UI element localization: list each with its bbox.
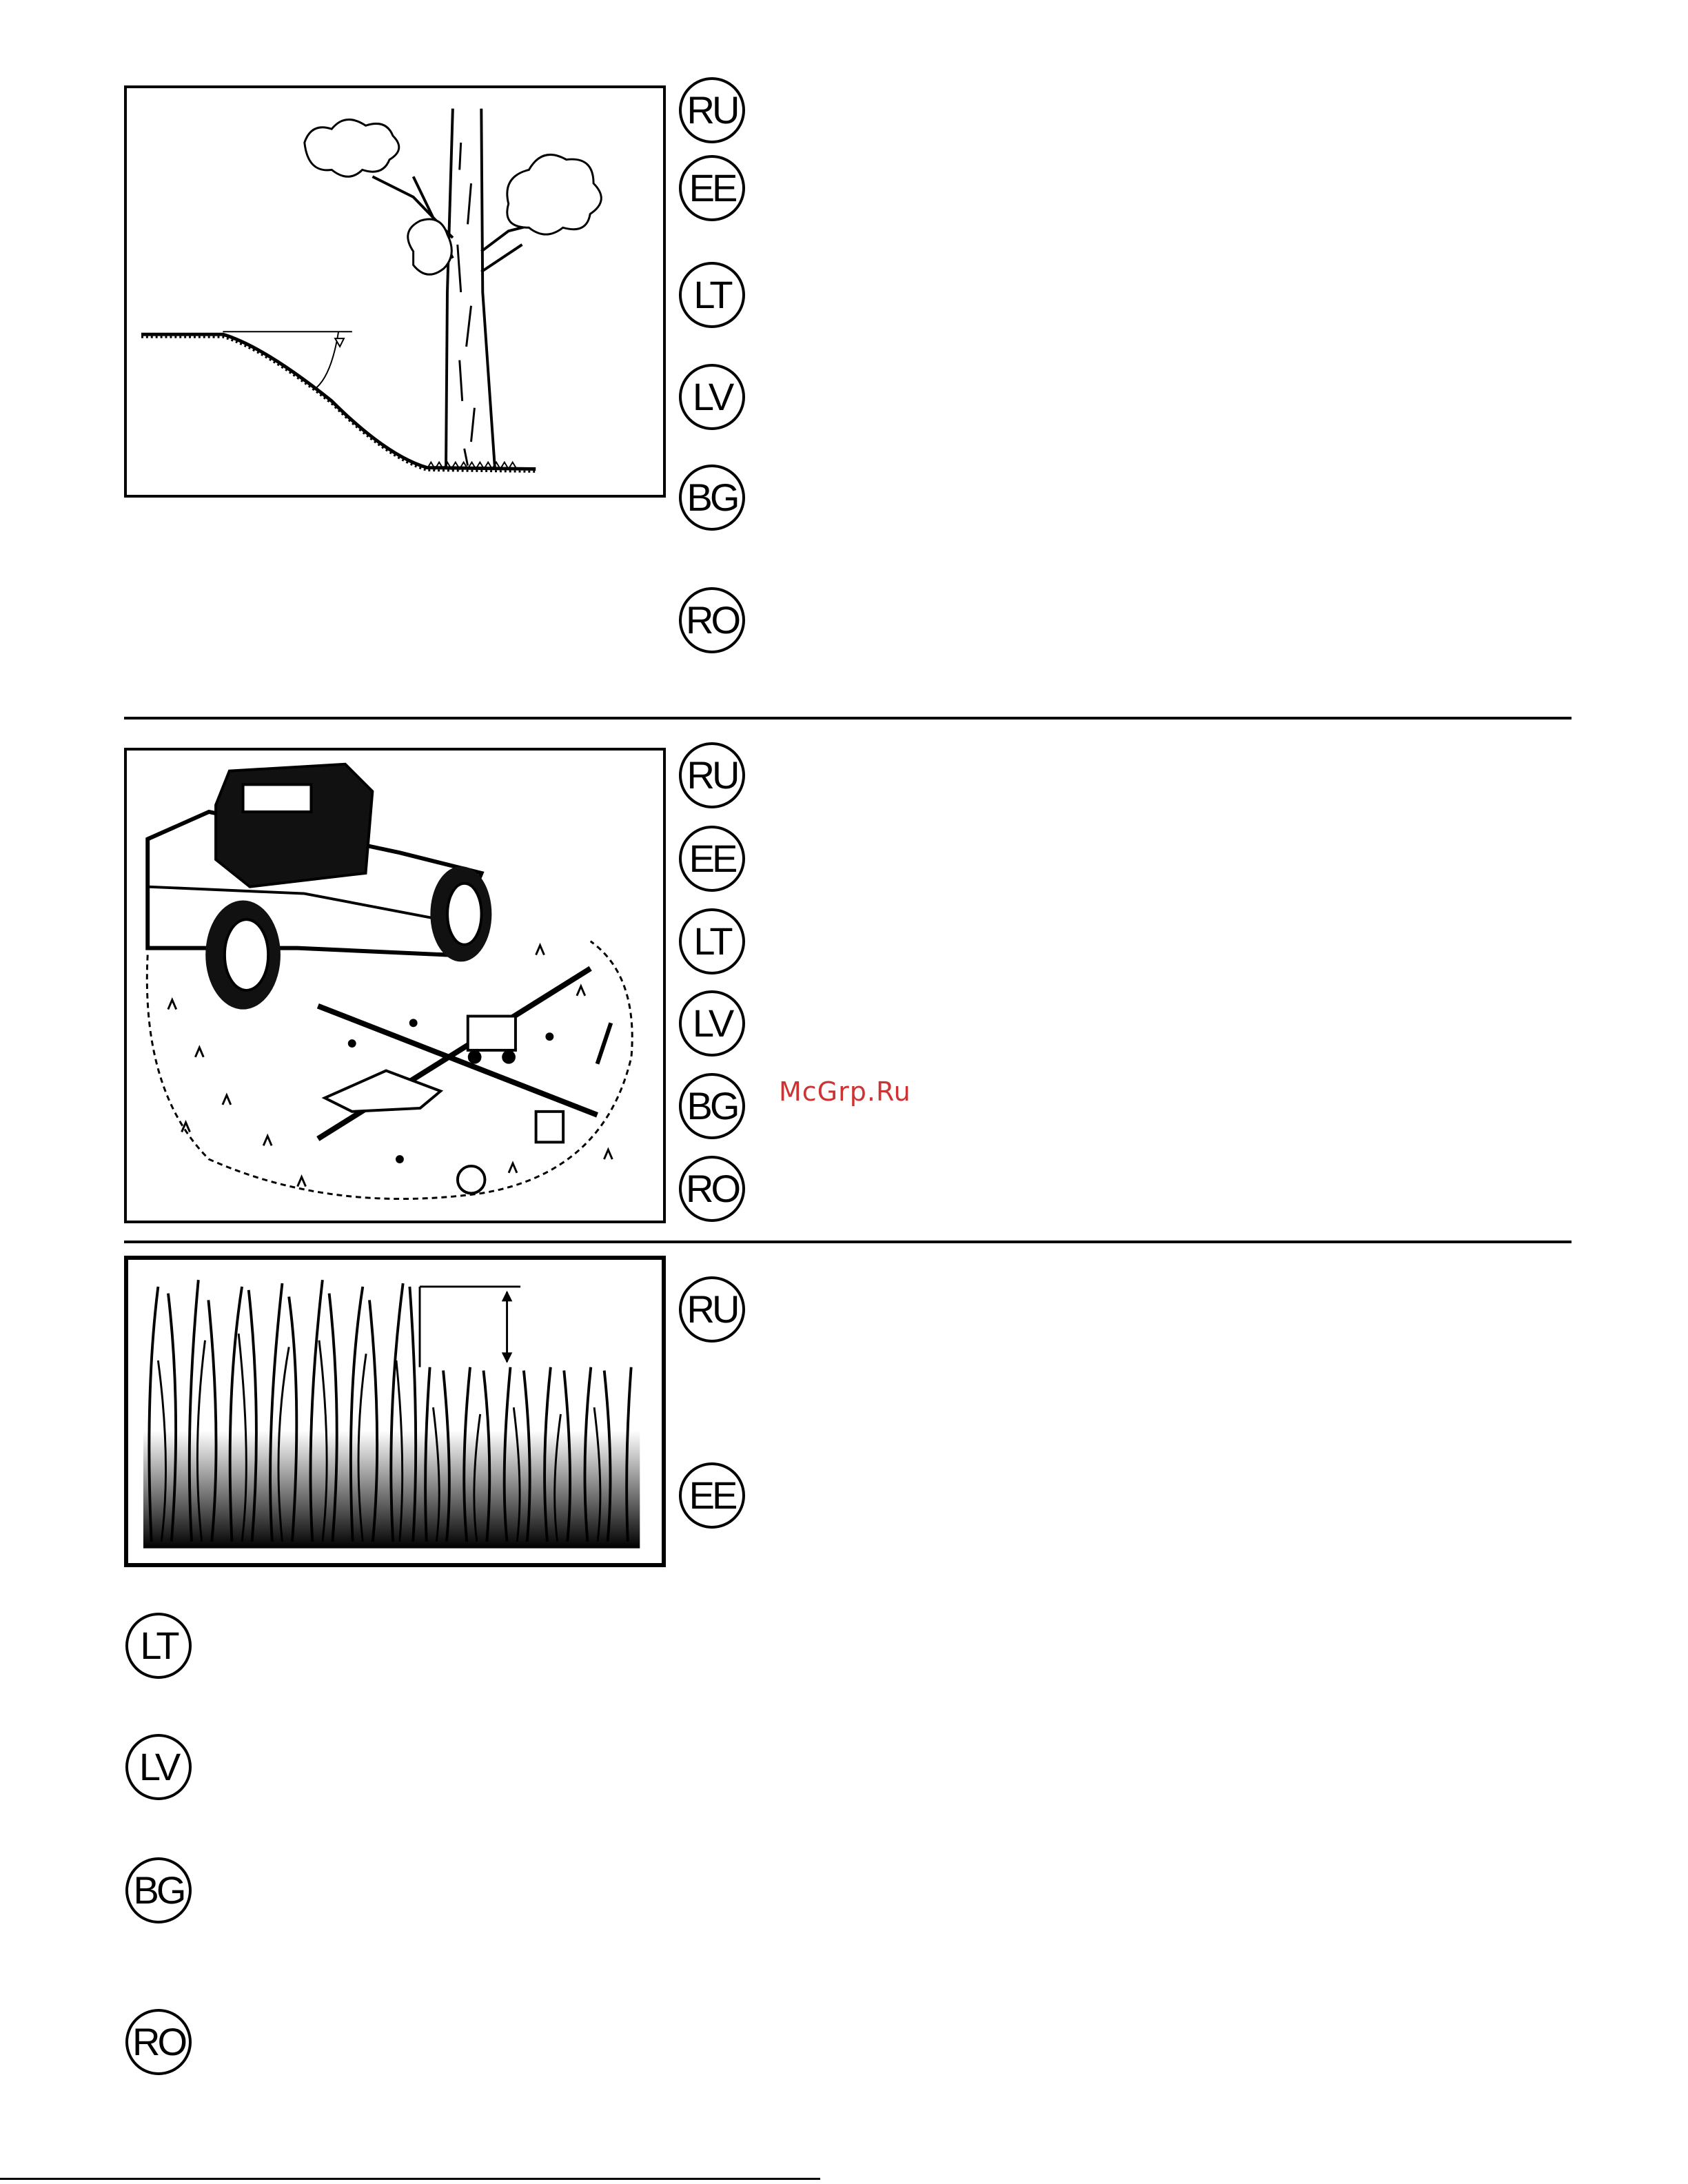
slope-figure xyxy=(124,85,666,498)
footer-rule xyxy=(0,2178,820,2180)
lang-badge-bg: BG xyxy=(679,1073,745,1139)
debris-figure xyxy=(124,748,666,1223)
lang-badge-ro: RO xyxy=(679,587,745,653)
lang-badge-lv: LV xyxy=(679,364,745,430)
lang-badge-ru: RU xyxy=(679,1276,745,1343)
lang-badge-ro: RO xyxy=(125,2009,192,2075)
grass-height-illustration xyxy=(128,1260,662,1563)
lang-badge-lt: LT xyxy=(679,262,745,328)
lang-badge-lv: LV xyxy=(679,990,745,1057)
grass-height-figure xyxy=(124,1256,666,1567)
lang-badge-bg: BG xyxy=(125,1857,192,1923)
lang-badge-ro: RO xyxy=(679,1156,745,1222)
mower-debris-illustration xyxy=(127,751,663,1221)
lang-badge-ee: EE xyxy=(679,826,745,892)
watermark-text: McGrp.Ru xyxy=(779,1076,911,1107)
lang-badge-lt: LT xyxy=(679,908,745,974)
lang-badge-ru: RU xyxy=(679,742,745,808)
lang-badge-ee: EE xyxy=(679,155,745,221)
section-divider xyxy=(124,717,1572,720)
lang-badge-bg: BG xyxy=(679,465,745,531)
lang-badge-lv: LV xyxy=(125,1734,192,1800)
slope-tree-illustration xyxy=(127,88,663,495)
lang-badge-ee: EE xyxy=(679,1462,745,1529)
section-divider xyxy=(124,1241,1572,1243)
lang-badge-lt: LT xyxy=(125,1613,192,1679)
lang-badge-ru: RU xyxy=(679,77,745,143)
